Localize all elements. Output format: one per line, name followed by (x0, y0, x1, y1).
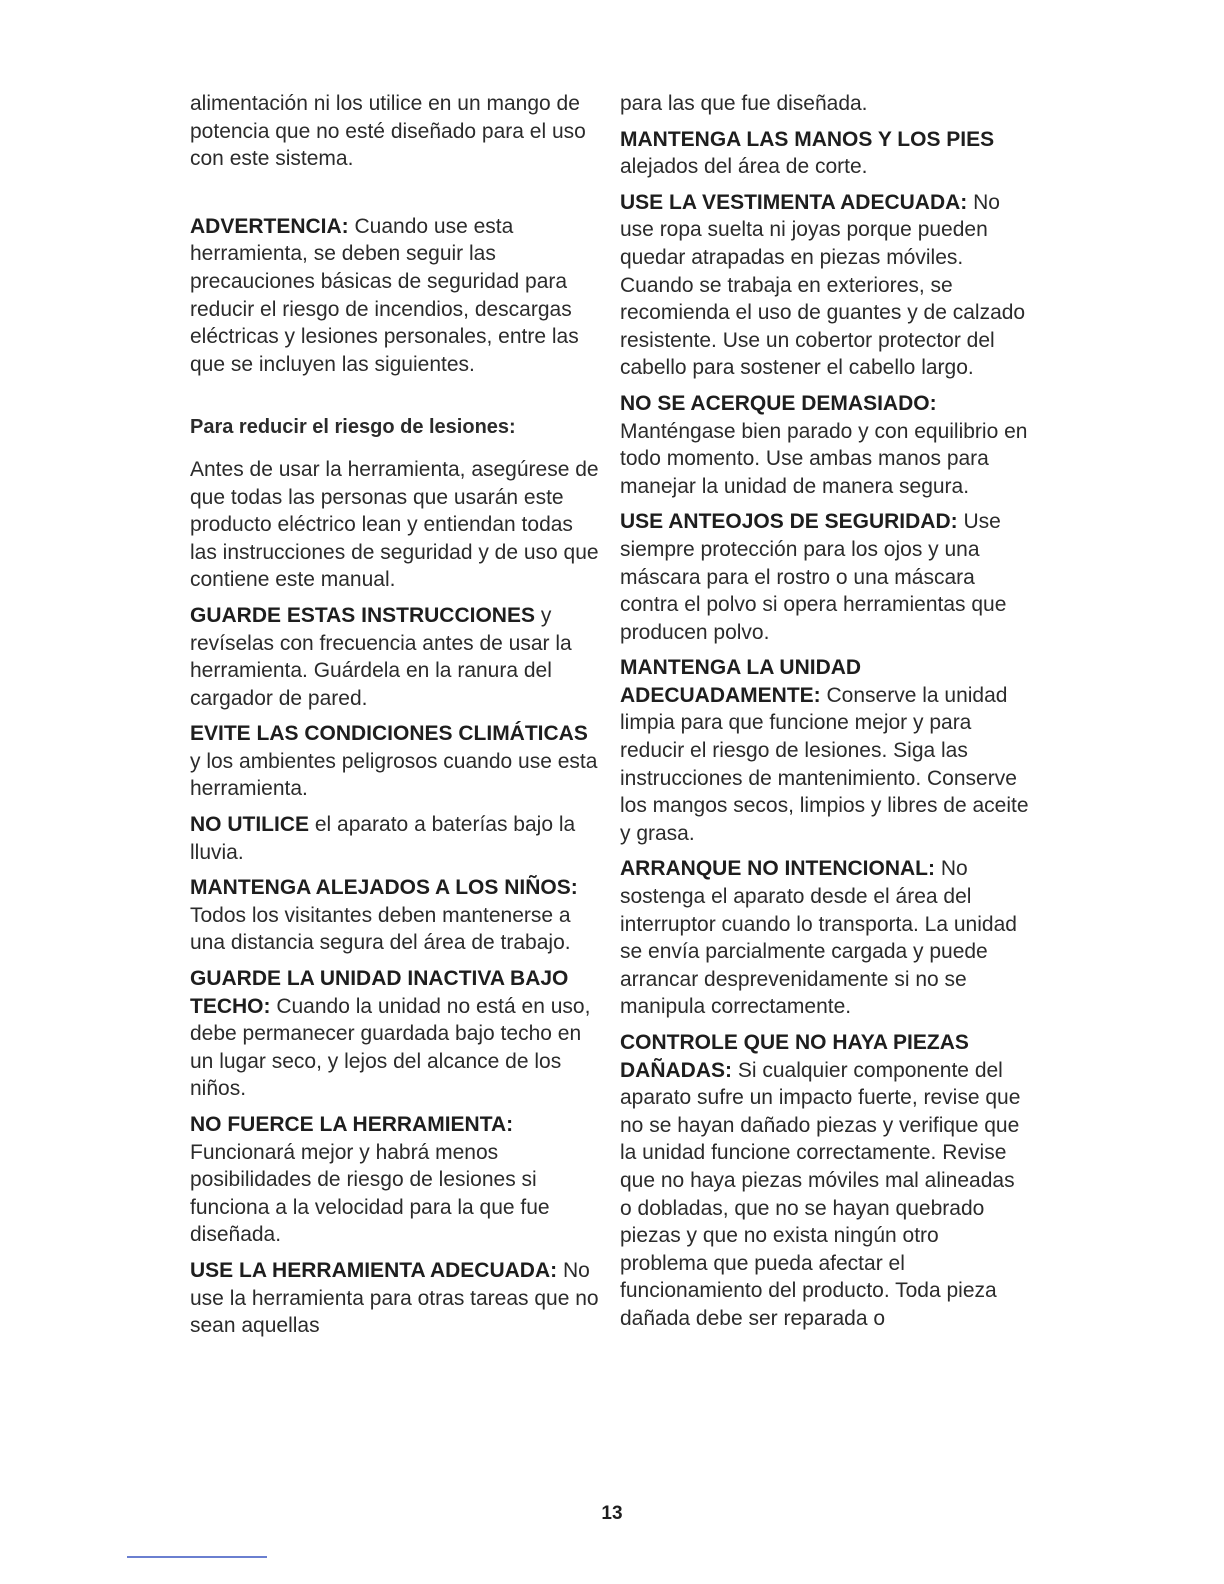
rule-text: Si cualquier componente del aparato sufre un impacto fuerte, revise que no se hayan dañado piezas y verifique que la unidad funcione correctamente. Revise que no haya piezas móviles mal alineadas o dobladas, que no se hayan quebrado piezas y que no exista ningún otro problema que pueda afectar el funcionamiento del producto. Toda pieza dañada debe ser reparada o (620, 1058, 1021, 1330)
rule-heading: EVITE LAS CONDICIONES CLIMÁTICAS (190, 722, 588, 746)
rule-arranque (620, 855, 1030, 1021)
rule-text: Cuando la unidad no está en uso, debe permanecer guardada bajo techo en un lugar seco, y lejos del alcance de los niños. (190, 994, 591, 1101)
rule-unidad-inactiva (190, 965, 600, 1103)
rule-no-fuerce (190, 1111, 600, 1249)
rule-heading: NO FUERCE LA HERRAMIENTA: (190, 1113, 514, 1136)
right-column (620, 90, 1030, 1333)
rule-text: Funcionará mejor y habrá menos posibilidades de riesgo de lesiones si funciona a la velocidad para la que fue diseñada. (190, 1140, 550, 1247)
rule-heading: USE ANTEOJOS DE SEGURIDAD: (620, 510, 958, 534)
rule-text: Manténgase bien parado y con equilibrio en todo momento. Use ambas manos para manejar la unidad de manera segura. (620, 419, 1028, 498)
rule-vestimenta (620, 189, 1030, 382)
rule-text: y revíselas con frecuencia antes de usar la herramienta. Guárdela en la ranura del cargador de pared. (190, 603, 572, 710)
rule-heading: MANTENGA LAS MANOS Y LOS PIES (620, 127, 995, 151)
rule-heading: GUARDE ESTAS INSTRUCCIONES (190, 603, 535, 627)
rule-heading: NO SE ACERQUE DEMASIADO: (620, 391, 937, 415)
left-column (190, 90, 600, 1340)
rule-text: y los ambientes peligrosos cuando use esta herramienta. (190, 749, 598, 801)
section-subheading: Para reducir el riesgo de lesiones: (190, 416, 516, 439)
rule-heading: GUARDE LA UNIDAD INACTIVA BAJO TECHO: (190, 967, 569, 1018)
warning-text: Cuando use esta herramienta, se deben seguir las precauciones básicas de seguridad para reducir el riesgo de incendios, descargas eléctricas y lesiones personales, entre las que se incluyen las siguientes. (190, 214, 579, 376)
rule-text: Todos los visitantes deben mantenerse a una distancia segura del área de trabajo. (190, 903, 571, 955)
rule-herramienta-adecuada (190, 1257, 600, 1340)
continued-paragraph: para las que fue diseñada. (620, 92, 868, 115)
rule-text: No use ropa suelta ni joyas porque pueden quedar atrapadas en piezas móviles. Cuando se trabaja en exteriores, se recomienda el uso de guantes y de calzado resistente. Use un cobertor protector del cabello para sostener el cabello largo. (620, 190, 1026, 380)
rule-heading: ARRANQUE NO INTENCIONAL: (620, 857, 935, 881)
rule-text: No sostenga el aparato desde el área del interruptor cuando lo transporta. La unidad se envía parcialmente cargada y puede arrancar desprevenidamente si no se manipula correctamente. (620, 857, 1017, 1019)
rule-text: Conserve la unidad limpia para que funcione mejor y para reducir el riesgo de lesiones. Siga las instrucciones de mantenimiento. Conserve los mangos secos, limpios y libres de aceite y grasa. (620, 683, 1029, 845)
rule-anteojos (620, 508, 1030, 646)
rule-text: No use la herramienta para otras tareas que no sean aquellas (190, 1258, 599, 1338)
rule-heading: MANTENGA ALEJADOS A LOS NIÑOS: (190, 876, 578, 900)
rule-heading: CONTROLE QUE NO HAYA PIEZAS DAÑADAS: (620, 1031, 969, 1082)
warning-heading: ADVERTENCIA: (190, 214, 349, 238)
rule-mantenga-unidad (620, 654, 1030, 847)
rule-heading: USE LA VESTIMENTA ADECUADA: (620, 190, 968, 214)
warning-paragraph (190, 213, 600, 379)
rule-text: alejados del área de corte. (620, 155, 868, 179)
footer-divider (127, 1556, 267, 1558)
rule-no-acerque (620, 390, 1030, 500)
rule-text: el aparato a baterías bajo la lluvia. (190, 813, 576, 864)
rule-piezas-danadas (620, 1029, 1030, 1333)
rule-heading: NO UTILICE (190, 813, 309, 837)
rule-text: Use siempre protección para los ojos y una máscara para el rostro o una máscara contra el polvo si opera herramientas que producen polvo. (620, 510, 1007, 644)
rule-evite-condiciones (190, 720, 600, 803)
rule-no-utilice (190, 811, 600, 866)
continued-paragraph: alimentación ni los utilice en un mango de potencia que no esté diseñado para el uso con este sistema. (190, 92, 586, 171)
rule-heading: USE LA HERRAMIENTA ADECUADA: (190, 1258, 558, 1282)
page-number: 13 (601, 1503, 623, 1524)
rule-guarde-instrucciones (190, 602, 600, 712)
intro-paragraph: Antes de usar la herramienta, asegúrese de que todas las personas que usarán este producto eléctrico lean y entiendan todas las instrucciones de seguridad y de uso que contiene este manual. (190, 457, 599, 592)
rule-alejados-ninos (190, 874, 600, 957)
rule-heading: MANTENGA LA UNIDAD ADECUADAMENTE: (620, 656, 862, 707)
rule-manos-pies (620, 126, 1030, 181)
